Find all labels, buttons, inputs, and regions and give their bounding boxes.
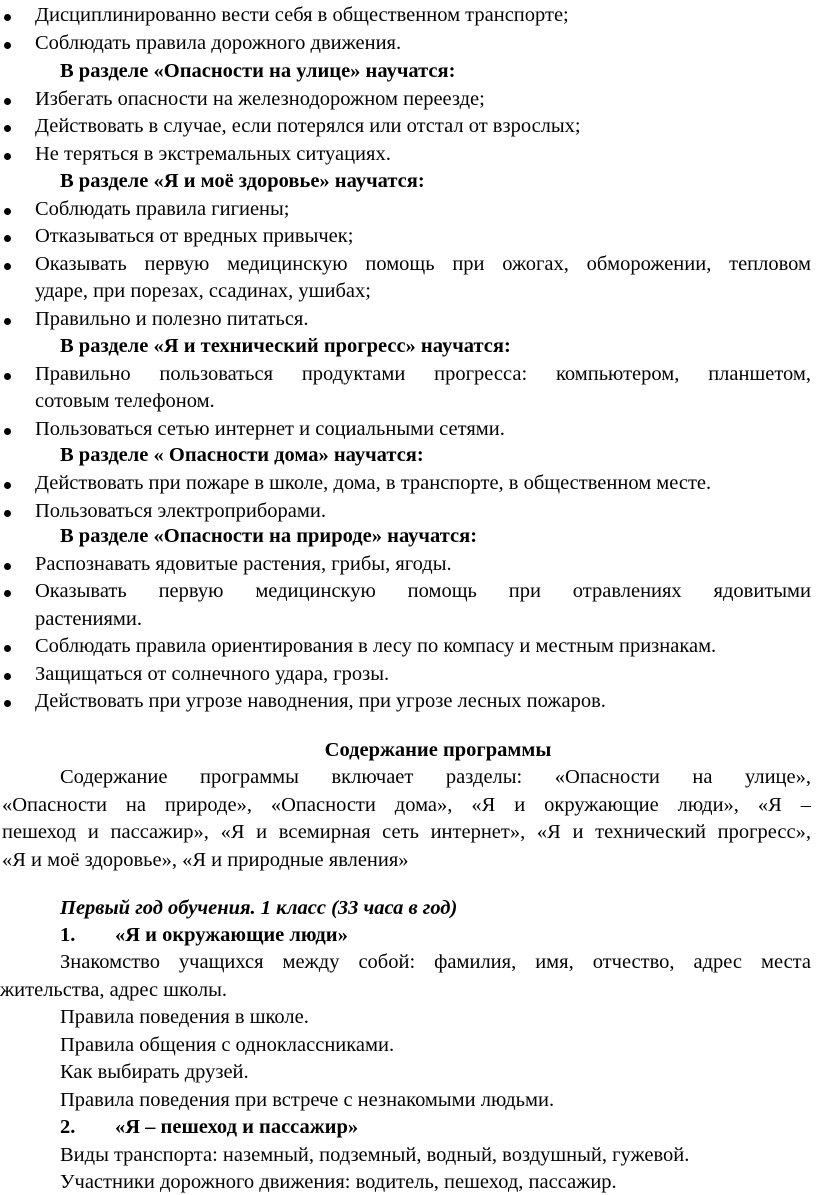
bullet-dot [4,153,11,160]
section-heading-nature: В разделе «Опасности на природе» научатся: [60,525,478,547]
bullet-dot [4,318,11,325]
content-paragraph-line: Содержание программы включает разделы: «Опасности на улице», [60,766,811,788]
list-item: Избегать опасности на железнодорожном переезде; [35,88,485,110]
topic-title: «Я – пешеход и пассажир» [115,1116,359,1138]
list-item: Оказывать первую медицинскую помощь при отравлениях ядовитыми [35,580,811,602]
bullet-dot [4,373,11,380]
bullet-dot [4,98,11,105]
list-item: Распознавать ядовитые растения, грибы, ягоды. [35,553,452,575]
section-heading-health: В разделе «Я и моё здоровье» научатся: [60,170,425,192]
topic-number: 2. [60,1116,76,1138]
bullet-dot [4,563,11,570]
bullet-dot [4,590,11,597]
topic-line: Виды транспорта: наземный, подземный, водный, воздушный, гужевой. [60,1144,690,1166]
content-paragraph-line: пешеход и пассажир», «Я и всемирная сеть интернет», «Я и технический прогресс», [2,821,811,843]
list-item: Оказывать первую медицинскую помощь при ожогах, обморожении, тепловом [35,253,811,275]
bullet-dot [4,482,11,489]
bullet-dot [4,208,11,215]
bullet-dot [4,125,11,132]
bullet-dot [4,428,11,435]
year-heading: Первый год обучения. 1 класс (33 часа в год) [60,897,458,919]
topic-number: 1. [60,924,76,946]
list-item: Отказываться от вредных привычек; [35,225,354,247]
list-item: Правильно и полезно питаться. [35,308,309,330]
topic-line: жительства, адрес школы. [0,979,228,1001]
topic-line: Правила поведения в школе. [60,1006,309,1028]
list-item-continuation: сотовым телефоном. [35,390,215,412]
list-item: Соблюдать правила гигиены; [35,198,290,220]
topic-line: Знакомство учащихся между собой: фамилия, имя, отчество, адрес места [60,951,811,973]
list-item: Защищаться от солнечного удара, грозы. [35,663,390,685]
list-item: Пользоваться электроприборами. [35,500,326,522]
list-item: Дисциплинированно вести себя в общественном транспорте; [35,4,569,26]
list-item: Соблюдать правила дорожного движения. [35,32,402,54]
list-item: Правильно пользоваться продуктами прогресса: компьютером, планшетом, [35,363,811,385]
bullet-dot [4,673,11,680]
list-item: Соблюдать правила ориентирования в лесу по компасу и местным признакам. [35,635,717,657]
list-item: Действовать при пожаре в школе, дома, в транспорте, в общественном месте. [35,472,712,494]
section-heading-street: В разделе «Опасности на улице» научатся: [60,60,456,82]
bullet-dot [4,235,11,242]
topic-title: «Я и окружающие люди» [115,924,348,946]
bullet-dot [4,700,11,707]
topic-line: Правила общения с одноклассниками. [60,1034,395,1056]
section-heading-home: В разделе « Опасности дома» научатся: [60,444,424,466]
list-item: Действовать в случае, если потерялся или отстал от взрослых; [35,115,581,137]
section-heading-tech: В разделе «Я и технический прогресс» научатся: [60,335,511,357]
topic-line: Как выбирать друзей. [60,1061,249,1083]
list-item: Действовать при угрозе наводнения, при угрозе лесных пожаров. [35,690,606,712]
content-paragraph-line: «Опасности на природе», «Опасности дома», «Я и окружающие люди», «Я – [2,794,811,816]
list-item: Пользоваться сетью интернет и социальными сетями. [35,418,505,440]
topic-line: Правила поведения при встрече с незнакомыми людьми. [60,1089,555,1111]
bullet-dot [4,42,11,49]
list-item: Не теряться в экстремальных ситуациях. [35,143,391,165]
list-item-continuation: растениями. [35,608,142,630]
content-paragraph-line: «Я и моё здоровье», «Я и природные явления» [2,849,409,871]
topic-line: Участники дорожного движения: водитель, пешеход, пассажир. [60,1171,617,1193]
bullet-dot [4,263,11,270]
bullet-dot [4,510,11,517]
bullet-dot [4,645,11,652]
content-heading: Содержание программы [324,739,552,761]
list-item-continuation: ударе, при порезах, ссадинах, ушибах; [35,280,371,302]
bullet-dot [4,14,11,21]
